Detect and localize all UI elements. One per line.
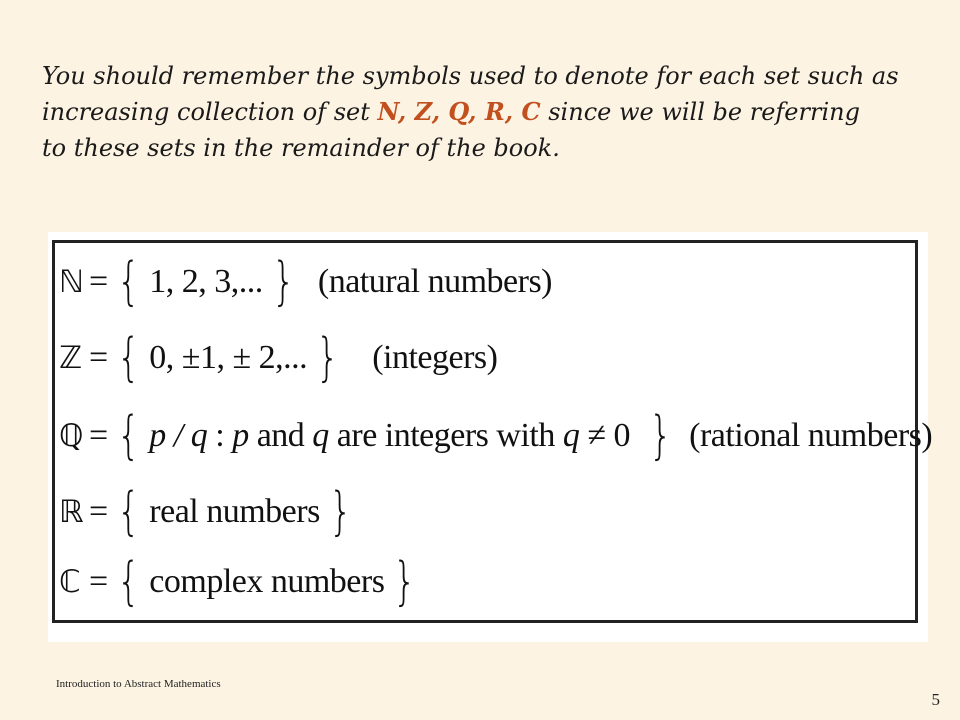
number-sets-figure: [48, 232, 933, 642]
set-description: (integers): [372, 339, 498, 376]
rationals-symbol: ℚ: [59, 418, 84, 454]
set-content: complex numbers: [149, 563, 385, 600]
integers-symbol: ℤ: [59, 340, 83, 376]
var-q-2: q: [562, 417, 580, 454]
close-brace: }: [316, 328, 340, 388]
footer-title: Introduction to Abstract Mathematics: [56, 678, 221, 690]
set-row-integers: [59, 323, 497, 393]
reals-symbol: ℝ: [59, 494, 84, 530]
set-row-reals: [59, 477, 361, 547]
number-sets-box: [52, 240, 933, 623]
and-word: and: [248, 417, 313, 454]
open-brace: {: [117, 552, 141, 612]
condition-text: are integers with: [328, 417, 563, 454]
open-brace: {: [117, 406, 141, 466]
open-brace: {: [117, 252, 141, 312]
equals-sign: =: [89, 339, 109, 376]
complex-symbol: ℂ: [59, 564, 81, 600]
intro-line-2-suffix: since we will be referring: [540, 98, 860, 126]
equals-sign: =: [89, 563, 109, 600]
close-brace: }: [393, 552, 417, 612]
var-q: q: [312, 417, 329, 454]
set-description: (natural numbers): [317, 263, 553, 300]
equals-sign: =: [89, 417, 109, 454]
set-symbols-highlight: N, Z, Q, R, C: [377, 97, 541, 126]
close-brace: }: [328, 482, 352, 542]
close-brace: }: [648, 406, 673, 466]
intro-line-2-prefix: increasing collection of set: [42, 98, 378, 126]
equals-sign: =: [89, 263, 109, 300]
var-p-over-q: p / q: [149, 417, 208, 454]
set-content: 1, 2, 3,...: [149, 263, 263, 300]
equals-sign: =: [89, 493, 109, 530]
intro-line-3: to these sets in the remainder of the book.: [42, 134, 560, 162]
natural-numbers-symbol: ℕ: [59, 264, 84, 300]
set-content: [149, 417, 630, 455]
set-content: real numbers: [149, 493, 320, 530]
open-brace: {: [117, 482, 141, 542]
close-brace: }: [271, 252, 295, 312]
set-content: 0, ±1, ± 2,...: [149, 339, 308, 376]
page-number: 5: [931, 690, 940, 709]
intro-paragraph: [42, 58, 942, 166]
set-row-complex: [59, 547, 426, 617]
open-brace: {: [117, 328, 141, 388]
set-row-natural: [59, 247, 552, 317]
set-row-rationals: [59, 401, 932, 471]
colon: :: [207, 417, 233, 454]
intro-line-1: You should remember the symbols used to denote for each set such as: [42, 62, 899, 90]
var-p: p: [232, 417, 249, 454]
not-equal-zero: ≠ 0: [579, 417, 631, 454]
set-description: (rational numbers): [689, 417, 933, 454]
